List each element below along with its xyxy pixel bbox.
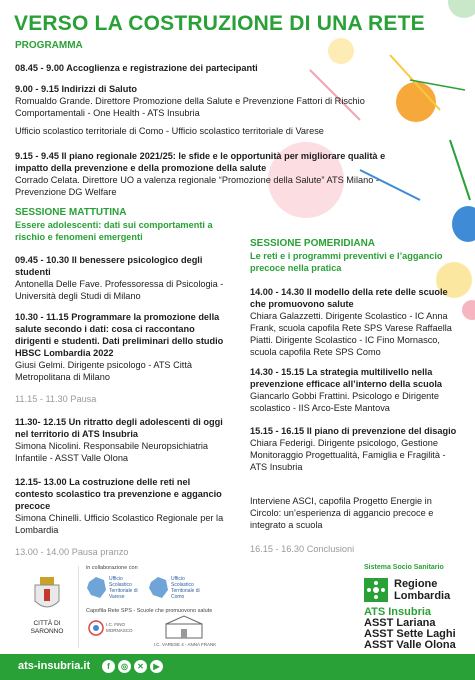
afternoon-talk-3 bbox=[250, 425, 460, 473]
morning-talk-2 bbox=[15, 311, 230, 383]
program-item-desc: Romualdo Grande. Direttore Promozione della Salute e Prevenzione Fattori di Rischio Comportamentali - One Health - ATS Insubria bbox=[15, 96, 365, 118]
afternoon-talk-1 bbox=[250, 286, 460, 358]
talk-title: 12.15- 13.00 La costruzione delle reti nel contesto scolastico tra prevenzione e aggancio precoce bbox=[15, 477, 222, 511]
lunch-pause: 13.00 - 14.00 Pausa pranzo bbox=[15, 547, 129, 557]
asst-lariana-label: ASST Lariana bbox=[364, 617, 436, 629]
program-item-regional-plan bbox=[15, 150, 415, 198]
ats-insubria-label: ATS Insubria bbox=[364, 606, 432, 618]
lombardy-map-icon bbox=[148, 576, 170, 600]
talk-title: 11.30- 12.15 Un ritratto degli adolescenti di oggi nel territorio di ATS Insubria bbox=[15, 417, 223, 439]
program-item-welcome bbox=[15, 62, 435, 74]
program-item-title: 08.45 - 9.00 Accoglienza e registrazione dei partecipanti bbox=[15, 63, 258, 73]
talk-desc: Giusi Gelmi. Dirigente psicologo - ATS Città Metropolitana di Milano bbox=[15, 360, 193, 382]
facebook-icon[interactable]: f bbox=[102, 660, 115, 673]
logo-fino bbox=[86, 618, 136, 648]
rosa-camuna-icon bbox=[364, 578, 388, 602]
decor-circle-pink-small bbox=[462, 300, 475, 320]
program-item-desc: Ufficio scolastico territoriale di Como - Ufficio scolastico territoriale di Varese bbox=[15, 126, 324, 136]
talk-desc: Simona Chinelli. Ufficio Scolastico Regionale per la Lombardia bbox=[15, 513, 224, 535]
program-item-desc: Corrado Celata. Direttore UO a valenza regionale “Promozione della Salute” ATS Milano - Prevenzione DG Welfare bbox=[15, 175, 379, 197]
morning-talk-3 bbox=[15, 416, 225, 464]
program-item-offices bbox=[15, 125, 435, 137]
afternoon-session-subtitle: Le reti e i programmi preventivi e l’aggancio precoce nella pratica bbox=[250, 251, 443, 273]
talk-title: 14.30 - 15.15 La strategia multilivello nella prevenzione efficace all’interno della scuola bbox=[250, 367, 442, 389]
morning-session-subtitle: Essere adolescenti: dati sui comportamenti a rischio e fenomeni emergenti bbox=[15, 220, 213, 242]
youtube-icon[interactable]: ▶ bbox=[150, 660, 163, 673]
usr-varese-label: Ufficio Scolastico Territoriale di Varese bbox=[109, 576, 138, 600]
saronno-label: CITTÀ DI SARONNO bbox=[30, 620, 64, 635]
rete-sps-label: Capofila Rete SPS - Scuole che promuovono salute bbox=[86, 608, 213, 614]
asst-sette-laghi-label: ASST Sette Laghi bbox=[364, 628, 456, 640]
morning-session-title: SESSIONE MATTUTINA bbox=[15, 207, 127, 218]
logo-varese-anna-frank bbox=[150, 614, 218, 652]
fino-label: I.C. FINO MORNASCO bbox=[106, 622, 133, 633]
morning-talk-4 bbox=[15, 476, 230, 536]
afternoon-talk-2 bbox=[250, 366, 460, 414]
page-title: VERSO LA COSTRUZIONE DI UNA RETE bbox=[14, 12, 425, 35]
footer-bar bbox=[0, 654, 475, 680]
logos-divider bbox=[78, 566, 79, 648]
program-item-title: 9.15 - 9.45 Il piano regionale 2021/25: le sfide e le opportunità per migliorare qualità e impatto della prevenzione e della promozione della salute bbox=[15, 151, 386, 173]
varese-label: I.C. VARESE 4 - ANNA FRANK bbox=[153, 642, 217, 647]
talk-desc: Simona Nicolini. Responsabile Neuropsichiatria Infantile - ASST Valle Olona bbox=[15, 441, 209, 463]
x-twitter-icon[interactable]: ✕ bbox=[134, 660, 147, 673]
sistema-label: Sistema Socio Sanitario bbox=[364, 564, 444, 571]
conclusions: 16.15 - 16.30 Conclusioni bbox=[250, 544, 355, 554]
regione-line2: Lombardia bbox=[394, 590, 451, 602]
talk-desc: Interviene ASCI, capofila Progetto Energie in Circolo: un’esperienza di aggancio precoce e integrato a scuola bbox=[250, 496, 434, 530]
lombardy-map-icon bbox=[86, 576, 108, 600]
talk-desc: Giancarlo Gobbi Frattini. Psicologo e Dirigente scolastico - IIS Arco-Este Mantova bbox=[250, 391, 439, 413]
page-subtitle: PROGRAMMA bbox=[15, 40, 83, 51]
talk-desc: Chiara Galazzetti. Dirigente Scolastico - IC Anna Frank, scuola capofila Rete SPS Varese Raffaella Piatti. Dirigente Scolastico - IC Fino Mornasco, scuola capofila Rete SPS Como bbox=[250, 311, 452, 357]
afternoon-session-header bbox=[250, 238, 460, 274]
usr-como-label: Ufficio Scolastico Territoriale di Como bbox=[171, 576, 200, 600]
program-item-title: 9.00 - 9.15 Indirizzi di Saluto bbox=[15, 84, 138, 94]
decor-circle-green bbox=[448, 0, 475, 18]
morning-talk-1 bbox=[15, 254, 225, 302]
program-item-greetings bbox=[15, 83, 395, 119]
logo-usr-como bbox=[148, 574, 206, 604]
logo-regione-lombardia bbox=[364, 576, 464, 604]
talk-desc: Chiara Federigi. Dirigente psicologo, Gestione Monitoraggio Progettualità, Famiglia e Fragilità - ATS Insubria bbox=[250, 438, 446, 472]
talk-title: 09.45 - 10.30 Il benessere psicologico degli studenti bbox=[15, 255, 203, 277]
afternoon-talk-4 bbox=[250, 495, 460, 531]
talk-desc: Antonella Delle Fave. Professoressa di Psicologia - Università degli Studi di Milano bbox=[15, 279, 224, 301]
talk-title: 15.15 - 16.15 Il piano di prevenzione del disagio bbox=[250, 426, 457, 436]
morning-pause: 11.15 - 11.30 Pausa bbox=[15, 394, 97, 404]
afternoon-session-title: SESSIONE POMERIDIANA bbox=[250, 238, 376, 249]
school-building-icon bbox=[164, 614, 204, 640]
morning-session-header bbox=[15, 207, 225, 243]
talk-title: 14.00 - 14.30 Il modello della rete delle scuole che promuovono salute bbox=[250, 287, 448, 309]
instagram-icon[interactable]: ◎ bbox=[118, 660, 131, 673]
asst-valle-olona-label: ASST Valle Olona bbox=[364, 639, 456, 651]
logo-saronno bbox=[22, 575, 72, 645]
school-logo-icon bbox=[88, 620, 104, 636]
talk-title: 10.30 - 11.15 Programmare la promozione della salute secondo i dati: cosa ci raccontano dirigenti e studenti. Dati preliminari dello studio HBSC Lombardia 2022 bbox=[15, 312, 224, 358]
website-link[interactable]: ats-insubria.it bbox=[18, 660, 91, 672]
collab-label: in collaborazione con bbox=[86, 565, 138, 571]
regione-line1: Regione bbox=[394, 578, 438, 590]
logo-usr-varese bbox=[86, 574, 144, 604]
coat-of-arms-icon bbox=[32, 575, 62, 615]
